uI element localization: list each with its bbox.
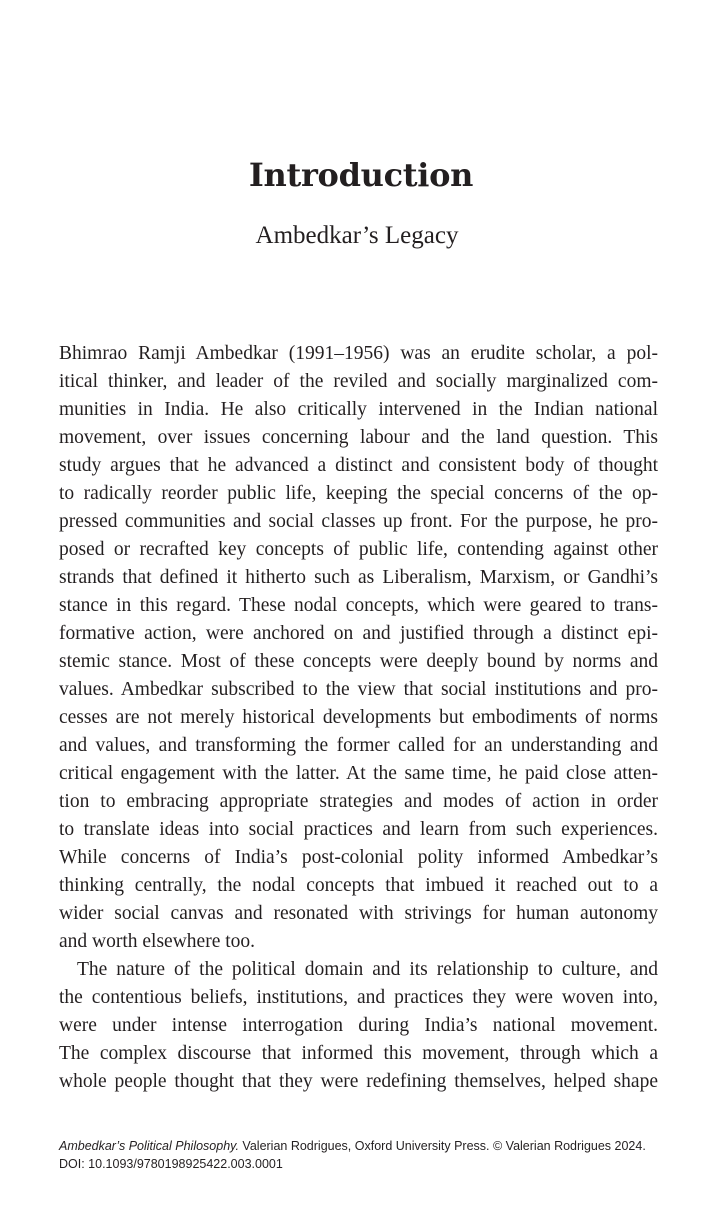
text-line: While concerns of India’s post-colonial polity informed Ambedkar’s: [59, 847, 658, 868]
text-line: stemic stance. Most of these concepts were deeply bound by norms and: [59, 651, 658, 672]
text-line: tion to embracing appropriate strategies and modes of action in order: [59, 791, 658, 812]
text-line: itical thinker, and leader of the reviled and socially marginalized com-: [59, 371, 658, 392]
text-line: munities in India. He also critically intervened in the Indian national: [59, 399, 658, 420]
book-title: Ambedkar’s Political Philosophy.: [59, 1139, 239, 1153]
text-line: the contentious beliefs, institutions, and practices they were woven into,: [59, 987, 658, 1008]
citation-text: Valerian Rodrigues, Oxford University Press. © Valerian Rodrigues 2024.: [238, 1139, 646, 1153]
text-line: to radically reorder public life, keeping the special concerns of the op-: [59, 483, 658, 504]
paragraph-2: [59, 956, 658, 1096]
text-line: and values, and transforming the former called for an understanding and: [59, 735, 658, 756]
text-line: posed or recrafted key concepts of public life, contending against other: [59, 539, 658, 560]
doi-link[interactable]: DOI: 10.1093/9780198925422.003.0001: [59, 1157, 283, 1171]
text-line: values. Ambedkar subscribed to the view that social institutions and pro-: [59, 679, 658, 700]
text-line: were under intense interrogation during India’s national movement.: [59, 1015, 658, 1036]
text-line: formative action, were anchored on and justified through a distinct epi-: [59, 623, 658, 644]
text-line: whole people thought that they were redefining themselves, helped shape: [59, 1071, 658, 1092]
text-line: wider social canvas and resonated with strivings for human autonomy: [59, 903, 658, 924]
text-line: stance in this regard. These nodal concepts, which were geared to trans-: [59, 595, 658, 616]
text-line: Bhimrao Ramji Ambedkar (1991–1956) was an erudite scholar, a pol-: [59, 343, 658, 364]
text-line: cesses are not merely historical developments but embodiments of norms: [59, 707, 658, 728]
text-line: pressed communities and social classes up front. For the purpose, he pro-: [59, 511, 658, 532]
text-line: to translate ideas into social practices and learn from such experiences.: [59, 819, 658, 840]
text-line: critical engagement with the latter. At the same time, he paid close atten-: [59, 763, 658, 784]
page-footer: [59, 1137, 659, 1173]
text-line: The complex discourse that informed this movement, through which a: [59, 1043, 658, 1064]
paragraph-1: [59, 340, 658, 956]
body-text: [59, 340, 658, 1096]
text-line: and worth elsewhere too.: [59, 931, 256, 952]
text-line: study argues that he advanced a distinct and consistent body of thought: [59, 455, 658, 476]
text-line: thinking centrally, the nodal concepts that imbued it reached out to a: [59, 875, 658, 896]
chapter-title: Introduction: [248, 156, 474, 194]
text-line: movement, over issues concerning labour and the land question. This: [59, 427, 658, 448]
chapter-subtitle: Ambedkar’s Legacy: [255, 222, 459, 249]
text-line: The nature of the political domain and its relationship to culture, and: [77, 959, 658, 980]
text-line: strands that defined it hitherto such as Liberalism, Marxism, or Gandhi’s: [59, 567, 658, 588]
citation-line: [59, 1137, 659, 1155]
